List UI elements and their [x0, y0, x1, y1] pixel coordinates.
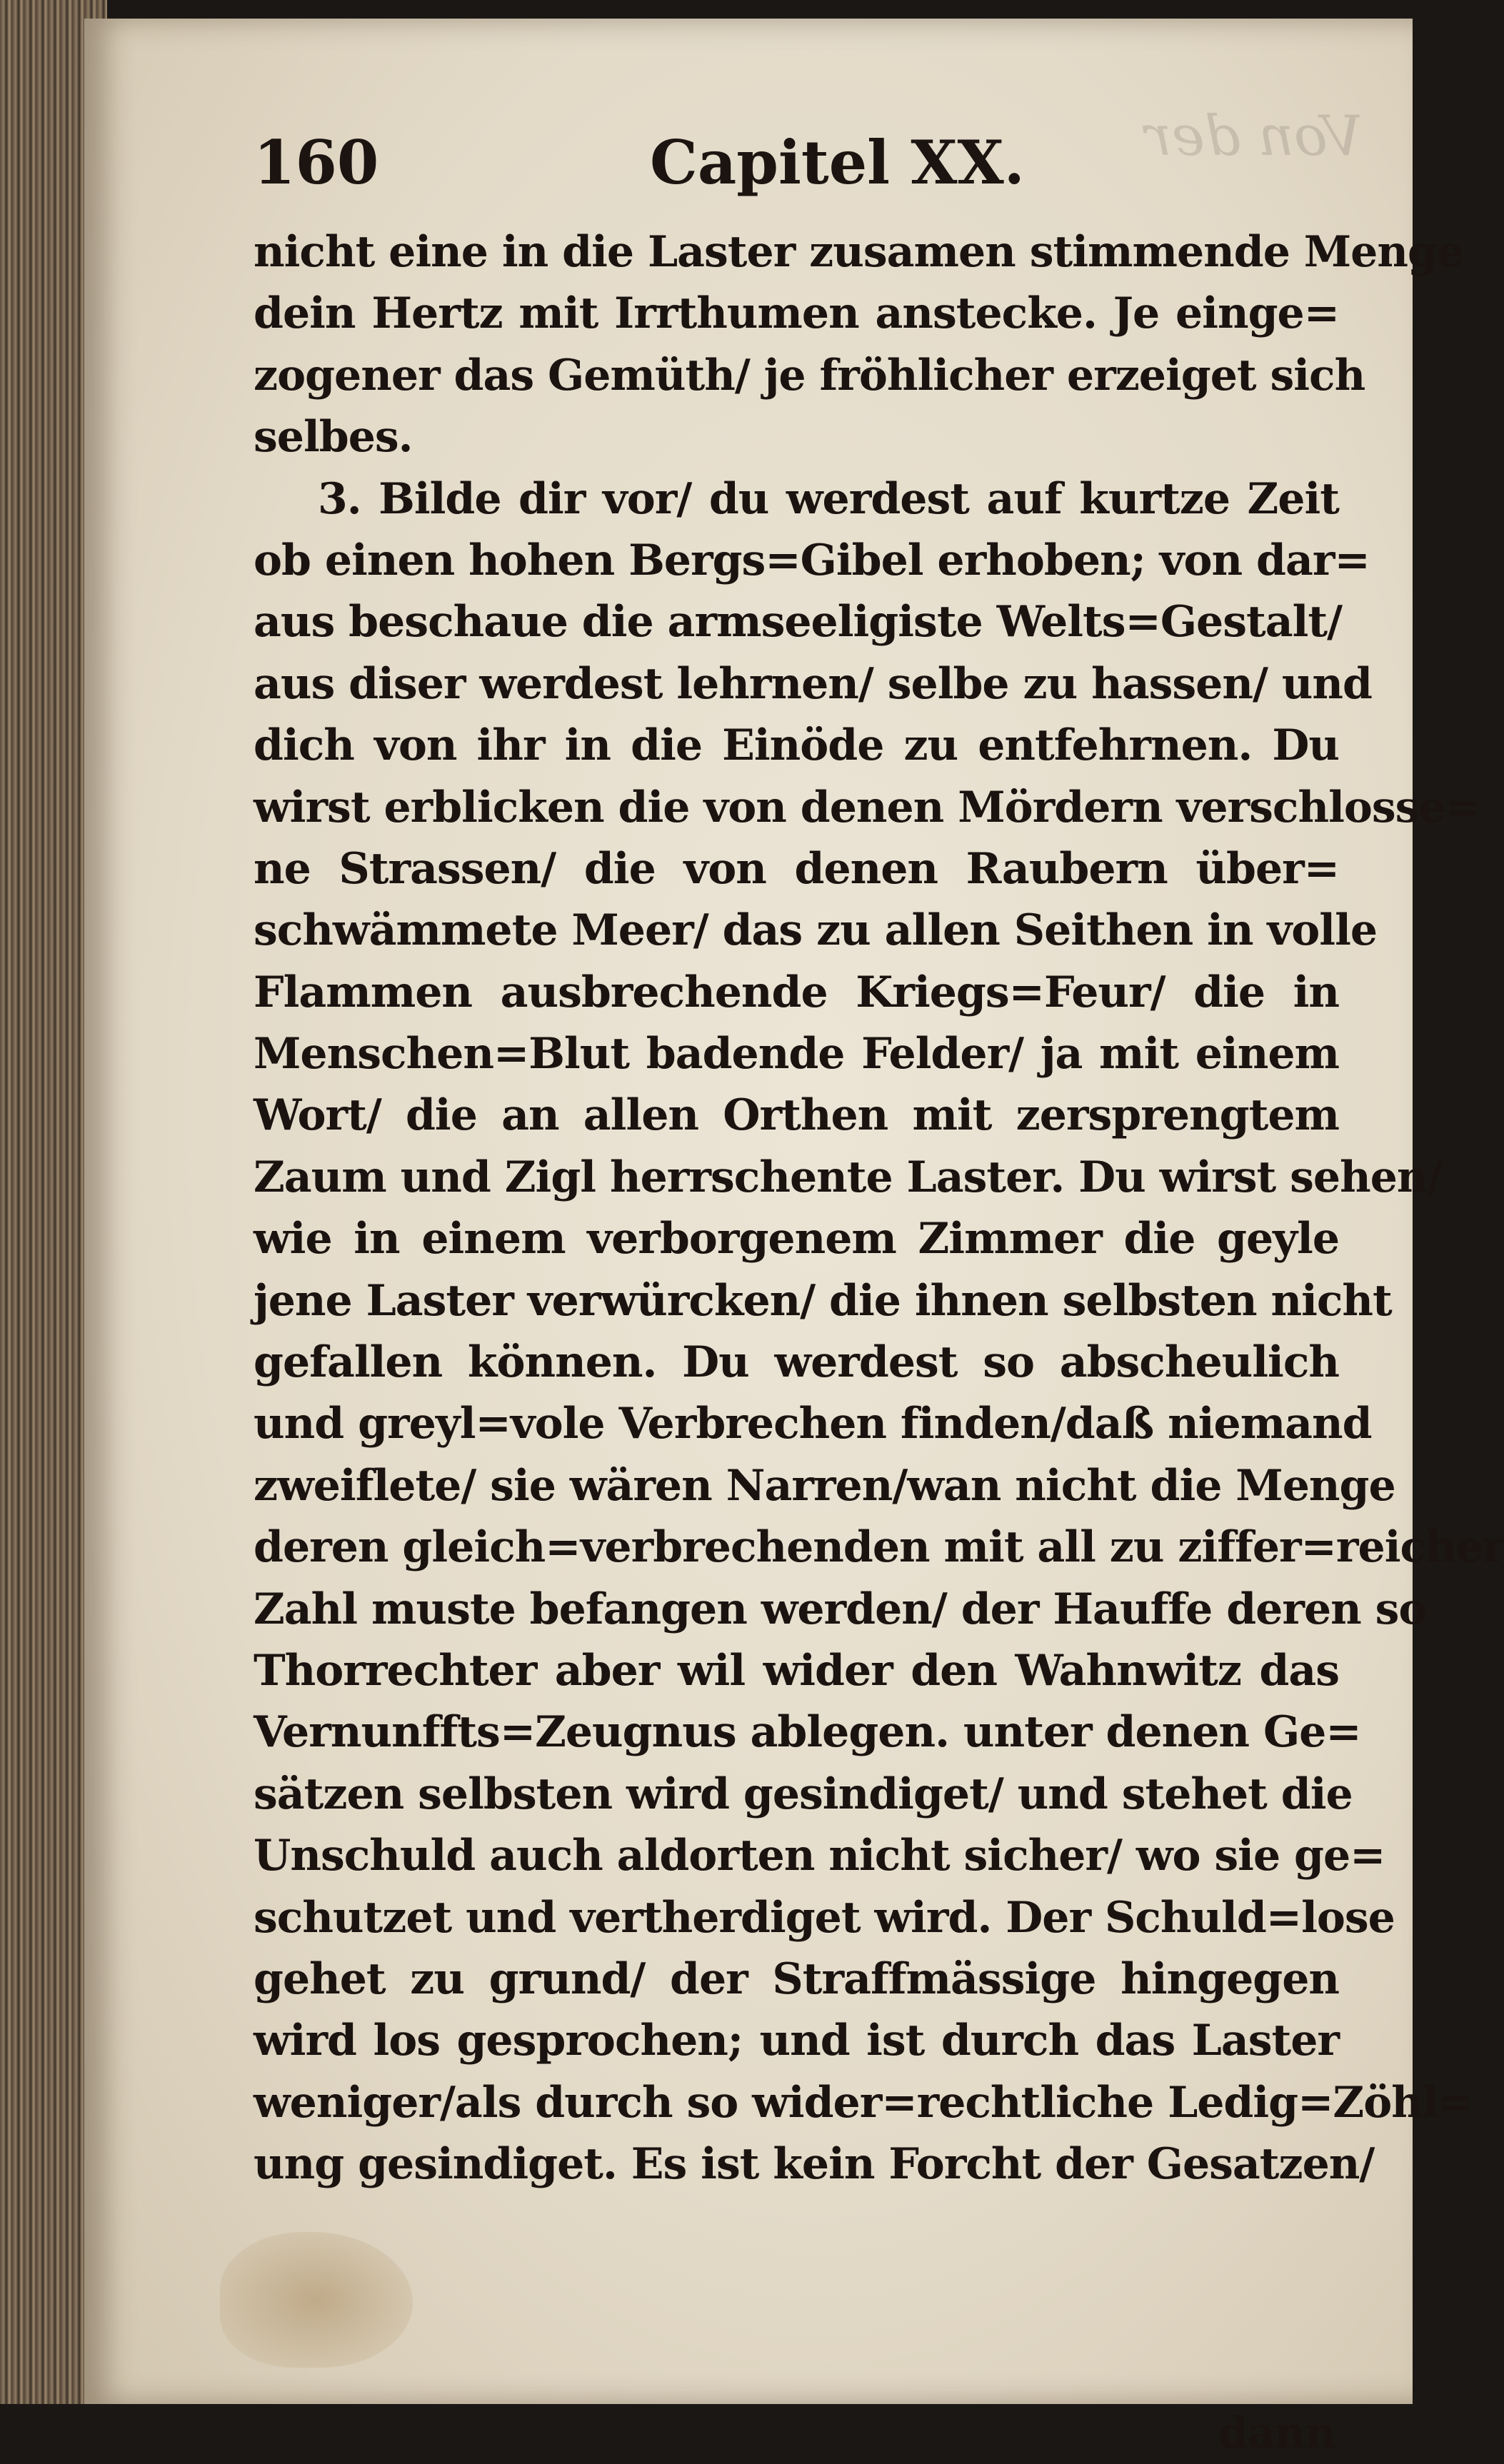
- text-line: Zahl muste befangen werden/ der Hauffe deren so: [254, 1584, 1427, 1634]
- text-line: jene Laster verwürcken/ die ihnen selbsten nicht: [254, 1275, 1392, 1326]
- text-line: gehet zu grund/ der Straffmässige hingegen: [254, 1953, 1339, 2004]
- text-line: wie in einem verborgenem Zimmer die geyle: [254, 1214, 1339, 1264]
- text-line: 3. Bilde dir vor/ du werdest auf kurtze Zeit: [318, 473, 1339, 524]
- text-line: aus diser werdest lehrnen/ selbe zu hassen/ und: [254, 658, 1372, 709]
- text-line: zweiflete/ sie wären Narren/wan nicht die Menge: [254, 1460, 1395, 1511]
- text-line: Zaum und Zigl herrschente Laster. Du wirst sehen/: [254, 1152, 1443, 1202]
- text-line: schwämmete Meer/ das zu allen Seithen in volle: [254, 905, 1378, 956]
- text-line: gefallen können. Du werdest so abscheulich: [254, 1337, 1339, 1388]
- body-text: [254, 221, 1504, 2458]
- text-line: selbes.: [254, 412, 413, 463]
- text-line: und greyl=vole Verbrechen finden/daß niemand: [254, 1399, 1372, 1449]
- text-line: Wort/ die an allen Orthen mit zersprengtem: [254, 1090, 1339, 1141]
- text-line: wird los gesprochen; und ist durch das Laster: [254, 2016, 1339, 2066]
- text-line: ne Strassen/ die von denen Raubern über=: [254, 843, 1339, 894]
- catchword: dann: [1218, 2408, 1335, 2458]
- text-line: sätzen selbsten wird gesindiget/ und stehet die: [254, 1769, 1353, 1819]
- text-line: ung gesindiget. Es ist kein Forcht der Gesatzen/: [254, 2139, 1375, 2190]
- text-line: Thorrechter aber wil wider den Wahnwitz das: [254, 1645, 1339, 1696]
- text-line: dich von ihr in die Einöde zu entfehrnen. Du: [254, 720, 1339, 771]
- text-line: zogener das Gemüth/ je fröhlicher erzeiget sich: [254, 350, 1365, 401]
- text-line: nicht eine in die Laster zusamen stimmende Menge: [254, 227, 1464, 277]
- text-line: Unschuld auch aldorten nicht sicher/ wo sie ge=: [254, 1831, 1385, 1881]
- page-header: [254, 127, 1339, 206]
- text-line: weniger/als durch so wider=rechtliche Ledig=Zöhl=: [254, 2077, 1473, 2128]
- text-line: schutzet und vertherdiget wird. Der Schuld=lose: [254, 1892, 1395, 1943]
- running-head: Capitel XX.: [650, 127, 1025, 198]
- text-line: Flammen ausbrechende Kriegs=Feur/ die in: [254, 967, 1339, 1017]
- text-line: aus beschaue die armseeligiste Welts=Gestalt/: [254, 597, 1343, 648]
- text-line: deren gleich=verbrechenden mit all zu ziffer=reicher: [254, 1522, 1504, 1573]
- page-number: 160: [254, 127, 379, 198]
- text-line: Vernunffts=Zeugnus ablegen. unter denen Ge=: [254, 1707, 1361, 1758]
- bleed-through-text: Von der: [1145, 104, 1363, 169]
- text-line: wirst erblicken die von denen Mördern verschlosse=: [254, 782, 1480, 833]
- paper-stain: [220, 2232, 413, 2368]
- text-line: dein Hertz mit Irrthumen anstecke. Je einge=: [254, 288, 1339, 339]
- text-line: ob einen hohen Bergs=Gibel erhoben; von dar=: [254, 535, 1370, 585]
- text-line: Menschen=Blut badende Felder/ ja mit einem: [254, 1029, 1339, 1080]
